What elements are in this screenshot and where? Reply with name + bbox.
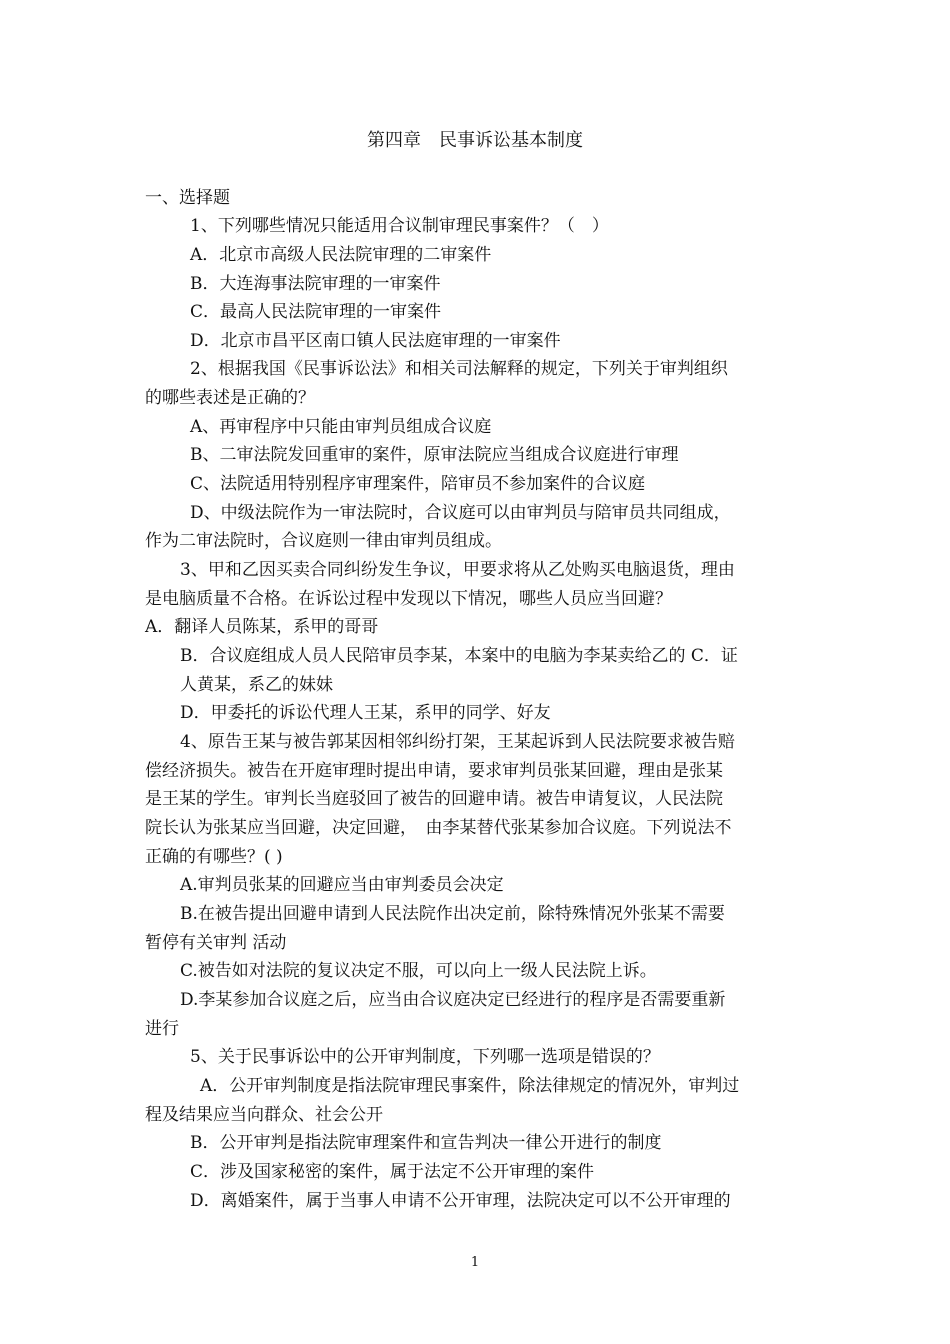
question-5: 5、关于民事诉讼中的公开审判制度，下列哪一选项是错误的？ bbox=[190, 1047, 660, 1067]
question-4-cont: 偿经济损失。被告在开庭审理时提出申请，要求审判员张某回避，理由是张某 bbox=[145, 761, 723, 781]
option-line: A、再审程序中只能由审判员组成合议庭 bbox=[190, 417, 492, 437]
section-heading: 一、选择题 bbox=[145, 188, 230, 208]
option-line: C.被告如对法院的复议决定不服，可以向上一级人民法院上诉。 bbox=[180, 961, 657, 981]
option-line: D.李某参加合议庭之后，应当由合议庭决定已经进行的程序是否需要重新 bbox=[180, 990, 726, 1010]
option-line-cont: 作为二审法院时，合议庭则一律由审判员组成。 bbox=[145, 531, 502, 551]
question-1: 1、下列哪些情况只能适用合议制审理民事案件？（ ） bbox=[190, 216, 609, 236]
option-line: D．甲委托的诉讼代理人王某，系甲的同学、好友 bbox=[180, 703, 551, 723]
option-line: B.在被告提出回避申请到人民法院作出决定前，除特殊情况外张某不需要 bbox=[180, 904, 725, 924]
option-line: A．公开审判制度是指法院审理民事案件，除法律规定的情况外，审判过 bbox=[200, 1076, 740, 1096]
option-line: D．北京市昌平区南口镇人民法庭审理的一审案件 bbox=[190, 331, 561, 351]
page-number: 1 bbox=[470, 1255, 480, 1270]
option-line: A.审判员张某的回避应当由审判委员会决定 bbox=[180, 875, 504, 895]
option-line: C、法院适用特别程序审理案件，陪审员不参加案件的合议庭 bbox=[190, 474, 646, 494]
chapter-title: 第四章 民事诉讼基本制度 bbox=[367, 130, 583, 151]
question-2: 2、根据我国《民事诉讼法》和相关司法解释的规定，下列关于审判组织 bbox=[190, 359, 728, 379]
option-line: B．合议庭组成人员人民陪审员李某，本案中的电脑为李某卖给乙的 C．证 bbox=[180, 646, 738, 666]
option-line: C．涉及国家秘密的案件，属于法定不公开审理的案件 bbox=[190, 1162, 595, 1182]
question-3-cont: 是电脑质量不合格。在诉讼过程中发现以下情况，哪些人员应当回避？ bbox=[145, 589, 672, 609]
question-4: 4、原告王某与被告郭某因相邻纠纷打架，王某起诉到人民法院要求被告赔 bbox=[180, 732, 735, 752]
option-line: B、二审法院发回重审的案件，原审法院应当组成合议庭进行审理 bbox=[190, 445, 679, 465]
option-line: A．翻译人员陈某，系甲的哥哥 bbox=[145, 617, 379, 637]
option-line-cont: 程及结果应当向群众、社会公开 bbox=[145, 1105, 383, 1125]
question-4-cont: 正确的有哪些？( ) bbox=[145, 847, 283, 867]
option-line-cont: 暂停有关审判 活动 bbox=[145, 933, 287, 953]
question-4-cont: 是王某的学生。审判长当庭驳回了被告的回避申请。被告申请复议，人民法院 bbox=[145, 789, 723, 809]
option-line: D．离婚案件，属于当事人申请不公开审理，法院决定可以不公开审理的 bbox=[190, 1191, 731, 1211]
option-line-cont: 进行 bbox=[145, 1019, 179, 1039]
option-line-cont: 人黄某，系乙的妹妹 bbox=[180, 675, 333, 695]
option-line: B．大连海事法院审理的一审案件 bbox=[190, 274, 441, 294]
option-line: A．北京市高级人民法院审理的二审案件 bbox=[190, 245, 492, 265]
question-3: 3、甲和乙因买卖合同纠纷发生争议，甲要求将从乙处购买电脑退货，理由 bbox=[180, 560, 735, 580]
option-line: D、中级法院作为一审法院时，合议庭可以由审判员与陪审员共同组成， bbox=[190, 503, 731, 523]
question-2-cont: 的哪些表述是正确的？ bbox=[145, 388, 315, 408]
question-4-cont: 院长认为张某应当回避，决定回避， 由李某替代张某参加合议庭。下列说法不 bbox=[145, 818, 732, 838]
option-line: B．公开审判是指法院审理案件和宣告判决一律公开进行的制度 bbox=[190, 1133, 662, 1153]
option-line: C．最高人民法院审理的一审案件 bbox=[190, 302, 442, 322]
